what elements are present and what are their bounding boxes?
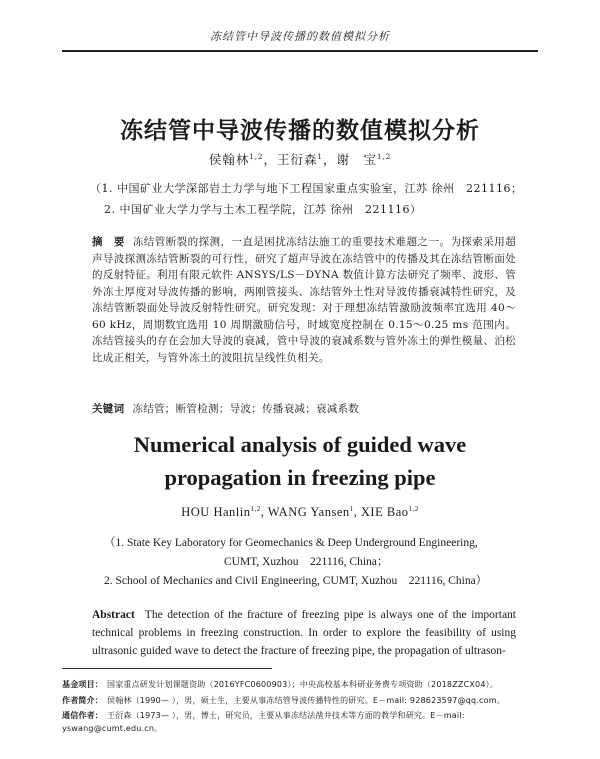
author-separator: , [260,505,268,520]
en-abstract-text: The detection of the fracture of freezing pipe is always one of the important technical problems in freezing construction. In order to explore the feasibility of using ultrasonic guided wave to detect the fracture of freezing pipe, the propagation of ultrason- [92,609,516,657]
cn-authors [0,150,600,168]
en-affiliation-line: （1. State Key Laboratory for Geomechanics & Deep Underground Engineering, [104,537,478,549]
author-name: 谢 宝 [336,152,378,167]
author-name: 侯翰林 [208,152,250,167]
author-affiliation-marker: 1,2 [377,152,392,161]
author-affiliation-marker: 1 [317,152,323,161]
footnote-author [62,695,540,708]
cn-keywords [92,401,516,416]
author-separator: ， [322,152,337,167]
author-affiliation-marker: 1,2 [408,505,419,513]
cn-affiliation-line: 2. 中国矿业大学力学与土木工程学院，江苏 徐州 221116） [104,203,422,216]
header-rule [62,50,538,52]
footnote-text: 王衍森（1973— ），男，博士，研究员，主要从事冻结法凿井技术等方面的教学和研究。E－mail: yswang@cumt.edu.cn。 [62,711,465,733]
author-separator: , [353,505,361,520]
cn-affiliations [90,178,530,220]
footnote-rule [62,668,272,669]
cn-title: 冻结管中导波传播的数值模拟分析 [120,117,480,144]
author-affiliation-marker: 1 [349,505,354,513]
footnote-text: 国家重点研发计划课题资助（2016YFC0600903）；中央高校基本科研业务费专项资助（2018ZZCX04）。 [107,680,499,689]
author-name: HOU Hanlin [181,505,251,520]
author-name: 王衍森 [277,152,318,167]
author-affiliation-marker: 1,2 [250,505,261,513]
footnote-text: 侯翰林（1990— ），男，硕士生，主要从事冻结管导波传播特性的研究。E－mail: 928623597@qq.com。 [107,695,505,705]
en-affiliation-line: CUMT, Xuzhou 221116, China； [224,556,389,568]
footnote-label: 作者简介： [62,695,103,705]
en-title-line: Numerical analysis of guided wave [133,432,467,457]
author-separator: ， [263,152,277,167]
en-title-line: propagation in freezing pipe [164,465,436,490]
running-header: 冻结管中导波传播的数值模拟分析 [210,30,390,43]
footnotes [62,679,540,738]
en-abstract [92,606,516,660]
footnote-label: 通信作者： [62,711,103,720]
cn-abstract-text: 冻结管断裂的探测，一直是困扰冻结法施工的重要技术难题之一。为探索采用超声导波探测冻结管断裂的可行性，研究了超声导波在冻结管中的传播及其在冻结管断面处的反射特征。利用有限元软件 ANSYS/LS－DYNA 数值计算方法研究了频率、波形、管外冻土厚度对导波传播的影响，两刚管接头、冻结管外土性对导波传播衰减特性研究，及冻结管断裂面处导波反射特性研究。研究发现：对于理想冻结管激励波频率宜选用 40～60 kHz，周期数宜选用 10 周期激励信号，时域宽度控制在 0.15～0.25 ms 范围内。冻结管接头的存在会加大导波的衰减，管中导波的衰减系数与管外冻土的弹性模量、泊松比成正相关，与管外冻土的波阻抗呈线性负相关。 [92,236,516,364]
author-name: XIE Bao [360,505,409,520]
en-affiliations [104,534,544,591]
cn-keywords-label: 关键词 [92,403,125,415]
author-name: WANG Yansen [267,505,350,520]
en-affiliation-line: 2. School of Mechanics and Civil Engineering, CUMT, Xuzhou 221116, China） [104,575,488,587]
en-abstract-label: Abstract [92,609,135,621]
cn-affiliation-line: （1. 中国矿业大学深部岩土力学与地下工程国家重点实验室，江苏 徐州 221116； [90,182,523,195]
en-authors [0,505,600,520]
footnote-label: 基金项目： [62,680,103,689]
cn-abstract [92,234,516,366]
en-title [0,428,600,494]
footnote-corresponding [62,710,540,735]
footnote-funding [62,679,540,692]
cn-keywords-text: 冻结管；断管检测；导波；传播衰减；衰减系数 [132,403,360,415]
author-affiliation-marker: 1,2 [249,152,264,161]
cn-abstract-label: 摘 要 [92,236,125,248]
